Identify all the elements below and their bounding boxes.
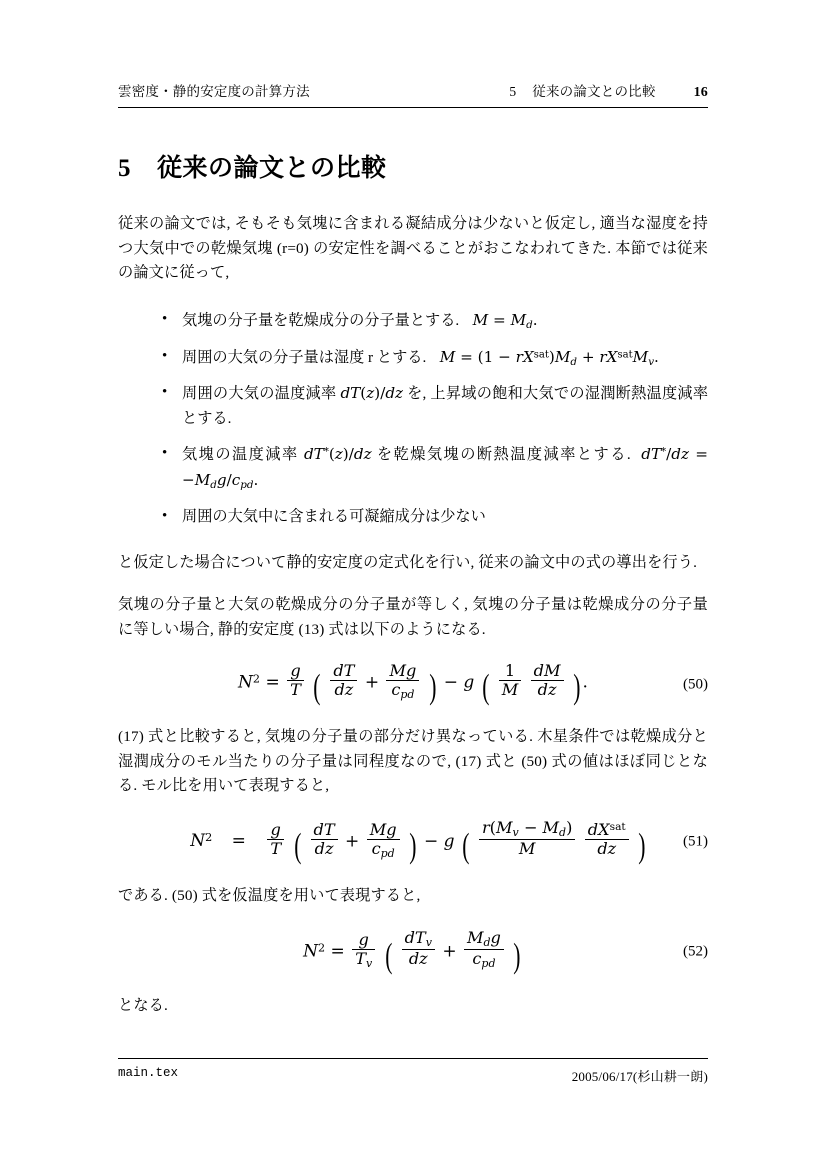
section-heading-title: 従来の論文との比較 [157, 155, 387, 182]
running-header-left: 雲密度・静的安定度の計算方法 [118, 84, 310, 99]
running-header-section-title: 従来の論文との比較 [532, 84, 656, 99]
list-item-formula: $M = M_d$. [472, 310, 538, 331]
list-item: • 気塊の温度減率 dT*(z)/dz を乾燥気塊の断熱温度減率とする. $dT^*/dz = -M_dg/c_{pd}$. [162, 442, 708, 493]
list-item-text: 気塊の分子量を乾燥成分の分子量とする. [182, 311, 460, 329]
equation-51-tag: (51) [683, 833, 708, 850]
paragraph-after-eq50: (17) 式と比較すると, 気塊の分子量の部分だけ異なっている. 木星条件では乾燥成分と湿潤成分のモル当たりの分子量は同程度なので, (17) 式と (50) 式の値はほぼ同じとなる. モル比を用いて表現すると, [118, 727, 708, 795]
running-header-section-number: 5 [509, 84, 517, 99]
equation-50-body: $N^2$ = $\frac{g}{T}$ ( $\frac{dT}{dz}$ + $\frac{Mg}{c_{pd}}$ ) − g ( $\frac{1}{M}$ $\frac{dM}{dz}$ ) . [238, 661, 588, 706]
page-number: 16 [693, 85, 708, 100]
list-item: • 周囲の大気の温度減率 dT(z)/dz を, 上昇域の飽和大気での湿潤断熱温度減率とする. [162, 381, 708, 431]
list-item-text: 周囲の大気中に含まれる可凝縮成分は少ない [182, 507, 486, 525]
equation-51-body: $N^2$ = $\frac{g}{T}$ ( $\frac{dT}{dz}$ + $\frac{Mg}{c_{pd}}$ ) − g ( $\frac{r(M_v - M_d)}{M}$ $\frac{dX^{sat}}{dz}$ ) [190, 817, 646, 865]
paragraph-after-eq51: である. (50) 式を仮温度を用いて表現すると, [118, 886, 421, 904]
assumption-list [118, 308, 708, 529]
equation-52-tag: (52) [683, 943, 708, 960]
list-item-formula: dT(z)/dz [340, 384, 404, 403]
running-header [118, 80, 708, 108]
list-item [162, 345, 708, 371]
list-item-text: 周囲の大気の分子量は湿度 r とする. [182, 348, 427, 366]
footer-date-author: 2005/06/17(杉山耕一朗) [571, 1069, 708, 1084]
footer-filename: main.tex [118, 1066, 179, 1080]
equation-52-body: $N^2$ = $\frac{g}{T_v}$ ( $\frac{dT_v}{dz}$ + $\frac{M_dg}{c_{pd}}$ ) [303, 927, 521, 975]
page-content [118, 80, 708, 1035]
equation-50 [118, 662, 708, 707]
paragraph-before-eq50: 気塊の分子量と大気の乾燥成分の分子量が等しく, 気塊の分子量は乾燥成分の分子量に等しい場合, 静的安定度 (13) 式は以下のようになる. [118, 595, 708, 638]
page-footer [118, 1058, 708, 1085]
equation-52 [118, 929, 708, 976]
paragraph-intro: 従来の論文では, そもそも気塊に含まれる凝結成分は少ないと仮定し, 適当な湿度を持つ大気中での乾燥気塊 (r=0) の安定性を調べることがおこなわれてきた. 本節では従来の論文に従って, [118, 215, 708, 282]
list-item [162, 308, 708, 334]
equation-50-tag: (50) [683, 676, 708, 693]
section-heading-number: 5 [118, 155, 131, 182]
paragraph-after-eq52: となる. [118, 996, 168, 1014]
list-item-formula: dT*(z)/dz [303, 445, 372, 464]
list-item [162, 505, 708, 530]
list-item-formula: $M = (1 - rX^{sat})M_d + rX^{sat}M_v$. [439, 347, 659, 368]
list-item-formula-2: $dT^*/dz = -M_dg/c_{pd}$. [182, 445, 709, 491]
paragraph-after-list: と仮定した場合について静的安定度の定式化を行い, 従来の論文中の式の導出を行う. [118, 554, 698, 572]
equation-51 [118, 819, 708, 866]
running-header-section [310, 80, 694, 100]
section-heading [118, 148, 708, 184]
